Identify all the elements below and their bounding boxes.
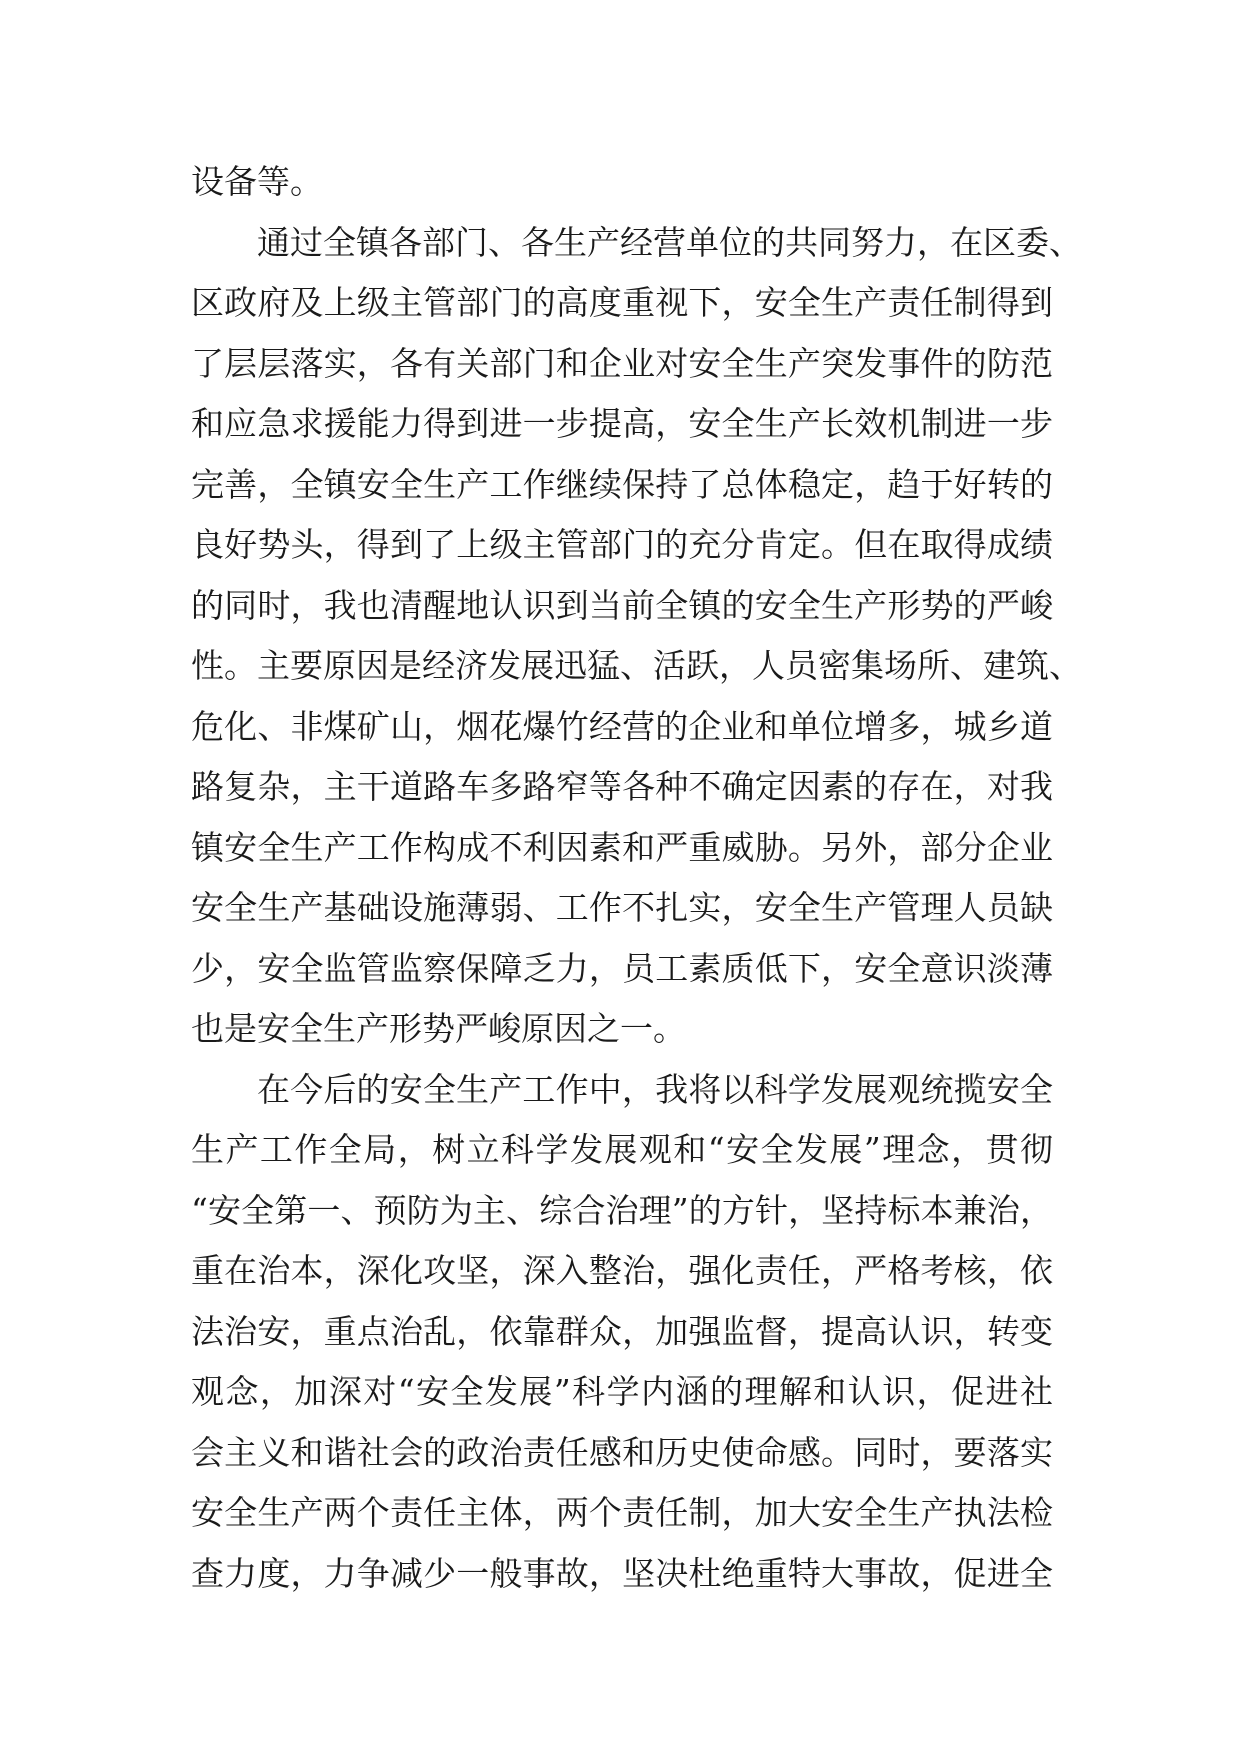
text-line: “安全第一、预防为主、综合治理”的方针，坚持标本兼治，: [191, 1190, 1053, 1230]
text-line: 的同时，我也清醒地认识到当前全镇的安全生产形势的严峻: [191, 585, 1053, 625]
text-line: 设备等。: [191, 162, 323, 201]
text-line: 重在治本，深化攻坚，深入整治，强化责任，严格考核，依: [191, 1251, 1053, 1290]
text-line: 安全生产基础设施薄弱、工作不扎实，安全生产管理人员缺: [191, 888, 1053, 927]
text-line: 法治安，重点治乱，依靠群众，加强监督，提高认识，转变: [191, 1311, 1053, 1351]
text-line: 了层层落实，各有关部门和企业对安全生产突发事件的防范: [191, 343, 1053, 383]
text-line: 镇安全生产工作构成不利因素和严重威胁。另外，部分企业: [191, 827, 1053, 867]
paragraph-first-line: 在今后的安全生产工作中，我将以科学发展观统揽安全: [257, 1069, 1053, 1109]
text-line: 观念，加深对“安全发展”科学内涵的理解和认识，促进社: [191, 1372, 1053, 1411]
text-line: 良好势头，得到了上级主管部门的充分肯定。但在取得成绩: [191, 525, 1053, 564]
text-line: 危化、非煤矿山，烟花爆竹经营的企业和单位增多，城乡道: [191, 706, 1053, 746]
body-text: [191, 152, 1082, 1604]
text-line: 也是安全生产形势严峻原因之一。: [191, 1009, 686, 1048]
text-line: 生产工作全局，树立科学发展观和“安全发展”理念，贯彻: [191, 1130, 1053, 1169]
text-line: 安全生产两个责任主体，两个责任制，加大安全生产执法检: [191, 1493, 1053, 1532]
text-line: 完善，全镇安全生产工作继续保持了总体稳定，趋于好转的: [191, 464, 1053, 504]
text-line: 查力度，力争减少一般事故，坚决杜绝重特大事故，促进全: [191, 1553, 1053, 1593]
text-line: 和应急求援能力得到进一步提高，安全生产长效机制进一步: [191, 404, 1053, 443]
text-line: 会主义和谐社会的政治责任感和历史使命感。同时，要落实: [191, 1432, 1053, 1472]
text-line: 区政府及上级主管部门的高度重视下，安全生产责任制得到: [191, 283, 1053, 322]
text-line: 少，安全监管监察保障乏力，员工素质低下，安全意识淡薄: [191, 948, 1053, 988]
text-line: 路复杂，主干道路车多路窄等各种不确定因素的存在，对我: [191, 767, 1053, 806]
paragraph-first-line: 通过全镇各部门、各生产经营单位的共同努力，在区委、: [257, 222, 1082, 262]
text-line: 性。主要原因是经济发展迅猛、活跃，人员密集场所、建筑、: [191, 646, 1082, 685]
